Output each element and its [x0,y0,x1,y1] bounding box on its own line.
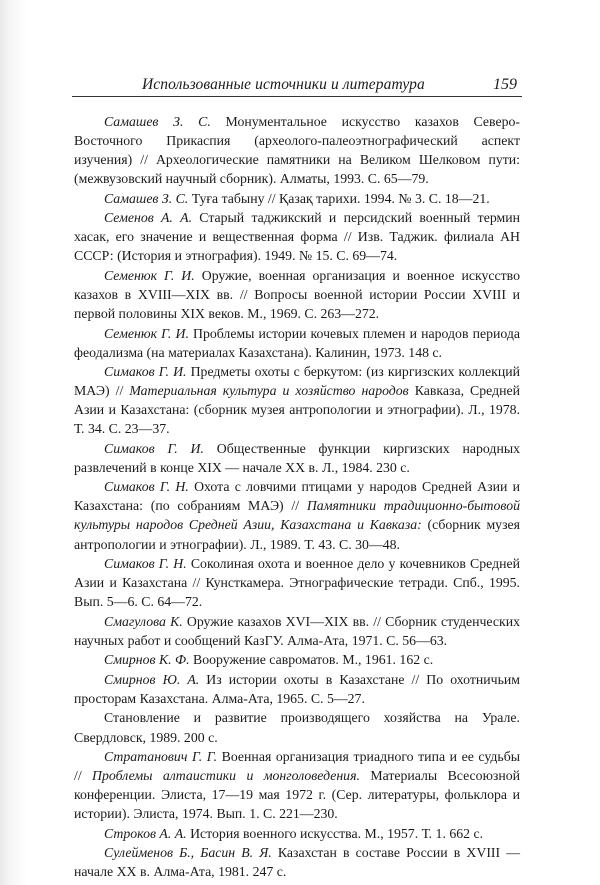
bibliography-entry [74,208,520,265]
entry-text: Казахстан в составе России в XVIII — начале XX в. Алма-Ата, 1981. 247 с. [74,845,521,880]
bibliography-entry [74,843,520,881]
bibliography-entry [74,439,520,477]
entry-text: Туға табыну // Қазақ тарихи. 1994. № 3. С. 18—21. [191,190,490,206]
bibliography-entry [74,189,520,208]
bibliography-entry [74,112,520,188]
entry-text: Монументальное искусство казахов Северо-Восточного Прикаспия (археолого-палеоэтнографический аспект изучения) // Археологические памятники на Великом Шелковом пути: (межвузовский научный сборник). Алматы, 1993. С. 65—79. [74,114,520,187]
entry-author: Смирнов К. Ф. [104,652,190,668]
bibliography-entry [74,362,520,438]
entry-text: Становление и развитие производящего хозяйства на Урале. Свердловск, 1989. 200 с. [74,710,520,745]
bibliography-list [74,112,520,882]
entry-text: Проблемы истории кочевых племен и народов периода феодализма (на материалах Казахстана). Калинин, 1973. 148 с. [74,325,520,360]
bibliography-entry [74,266,520,323]
bibliography-entry [74,324,520,362]
entry-author: Самашев З. С. [104,190,189,206]
entry-author: Семенюк Г. И. [104,267,195,283]
entry-text: Оружие казахов XVI—XIX вв. // Сборник студенческих научных работ и сообщений КазГУ. Алма-Ата, 1971. С. 56—63. [74,613,520,648]
entry-author: Смирнов Ю. А. [104,671,200,687]
entry-text: Охота с ловчими птицами у народов Средней Азии и Казахстана: (по собраниям МАЭ) // Памятники традиционно-бытовой культуры народов Средней Азии, Казахстана и Кавказа: (сборник музея антропологии и этнографии). Л., 1989. Т. 43. С. 30—48. [74,479,520,552]
entry-author: Семенов А. А. [104,210,193,226]
header-rule [72,96,522,97]
entry-author: Семенюк Г. И. [104,325,189,341]
bibliography-entry [74,650,520,669]
entry-text: Общественные функции киргизских народных развлечений в конце XIX — начале XX в. Л., 1984. 230 с. [74,440,520,475]
entry-text: Военная организация триадного типа и ее судьбы // Проблемы алтаистики и монголоведения. Материалы Всесоюзной конференции. Элиста, 17—19 мая 1972 г. (Сер. литературы, фольклора и истории). Элиста, 1974. Вып. 1. С. 221—230. [74,749,520,822]
bibliography-entry [74,554,520,611]
entry-text: Предметы охоты с беркутом: (из киргизских коллекций МАЭ) // Материальная культура и хозяйство народов Кавказа, Средней Азии и Казахстана: (сборник музея антропологии и этнографии). Л., 1978. Т. 34. С. 23—37. [74,364,521,437]
bibliography-entry [74,477,520,553]
entry-italic-title: Памятники традиционно-бытовой культуры народов Средней Азии, Казахстана и Кавказа: [74,498,520,533]
entry-text: История военного искусства. М., 1957. Т. 1. 662 с. [190,825,484,841]
entry-author: Сулейменов Б., Басин В. Я. [104,845,272,861]
bibliography-entry [74,612,520,650]
running-title: Использованные источники и литература [142,76,425,93]
entry-author: Симаков Г. Н. [104,479,189,495]
bibliography-entry [74,824,520,843]
page-number: 159 [493,76,517,93]
entry-text: Соколиная охота и военное дело у кочевников Средней Азии и Казахстана // Кунсткамера. Этнографические тетради. Спб., 1995. Вып. 5—6. С. 64—72. [74,556,521,610]
bibliography-entry [74,747,520,823]
entry-text: Из истории охоты в Казахстане // По охотничьим просторам Казахстана. Алма-Ата, 1965. С. 5—27. [74,671,520,706]
bibliography-entry [74,708,520,746]
entry-author: Строков А. А. [104,825,187,841]
entry-author: Самашев З. С. [104,114,211,129]
entry-author: Симаков Г. И. [104,364,187,380]
running-head [72,76,517,94]
entry-author: Смагулова К. [104,613,183,629]
entry-author: Симаков Г. Н. [104,556,187,572]
entry-author: Симаков Г. И. [104,440,204,456]
entry-author: Стратанович Г. Г. [104,749,218,765]
bibliography-entry [74,670,520,708]
entry-italic-title: Проблемы алтаистики и монголоведения. [92,768,360,784]
entry-text: Старый таджикский и персидский военный термин хасак, его значение и вещественная форма // Изв. Таджик. филиала АН СССР: (История и этнография). 1949. № 15. С. 69—74. [74,210,521,264]
entry-text: Вооружение савроматов. М., 1961. 162 с. [193,652,434,668]
entry-text: Оружие, военная организация и военное искусство казахов в XVIII—XIX вв. // Вопросы военной истории России XVIII и первой половины XIX веков. М., 1969. С. 263—272. [74,267,520,321]
entry-italic-title: Материальная культура и хозяйство народов [129,383,409,399]
